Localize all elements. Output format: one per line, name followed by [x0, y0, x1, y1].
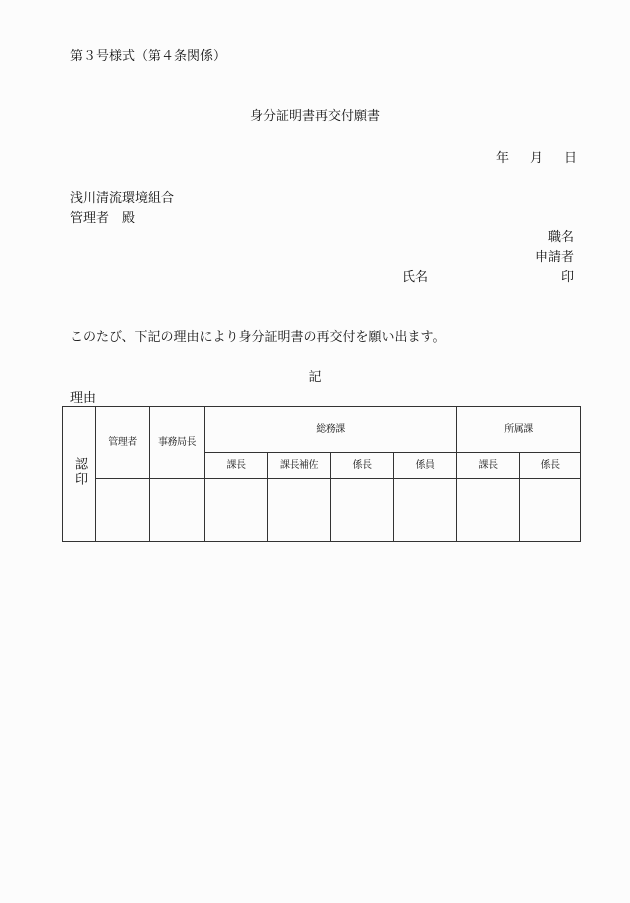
- general-affairs-header-label: 総務課: [316, 423, 345, 435]
- column-header-label: 課長: [478, 459, 498, 471]
- seal-header-label: 認印: [72, 457, 87, 487]
- seal-label: 印: [560, 270, 574, 285]
- column-header-cell: [457, 453, 520, 479]
- manager-header-cell: [96, 407, 150, 479]
- column-header-label: 課長: [226, 459, 246, 471]
- column-header-label: 係長: [352, 459, 372, 471]
- column-header-cell: [520, 453, 581, 479]
- reason-label: 理由: [70, 391, 97, 406]
- facility-header-label: 所属課: [504, 423, 533, 435]
- seal-cell-general-affairs-staff[interactable]: [394, 479, 457, 542]
- column-header-label: 課長補佐: [280, 459, 318, 471]
- applicant-label: 申請者: [534, 250, 574, 265]
- column-header-cell: [394, 453, 457, 479]
- date-month-label: 月: [530, 151, 544, 166]
- seal-cell-secretary-general[interactable]: [150, 479, 205, 542]
- column-header-cell: [268, 453, 331, 479]
- addressee-organization: 浅川清流環境組合: [70, 191, 175, 206]
- column-header-cell: [331, 453, 394, 479]
- column-header-cell: [205, 453, 268, 479]
- manager-header-label: 管理者: [108, 436, 137, 448]
- seal-cell-general-affairs-chief[interactable]: [205, 479, 268, 542]
- page-title: 身分証明書再交付願書: [249, 109, 380, 124]
- seal-cell-facility-chief[interactable]: [457, 479, 520, 542]
- seal-cell-general-affairs-deputy[interactable]: [268, 479, 331, 542]
- date-year-label: 年: [496, 151, 510, 166]
- column-header-label: 係員: [415, 459, 435, 471]
- seal-cell-general-affairs-section-chief[interactable]: [331, 479, 394, 542]
- general-affairs-header-cell: [205, 407, 457, 453]
- seal-header-cell: [63, 407, 96, 542]
- approval-table: [62, 406, 581, 542]
- seal-cell-facility-section-chief[interactable]: [520, 479, 581, 542]
- secretary-general-header-cell: [150, 407, 205, 479]
- secretary-general-header-label: 事務局長: [158, 436, 196, 448]
- facility-header-cell: [457, 407, 581, 453]
- seal-cell-manager[interactable]: [96, 479, 150, 542]
- name-label: 氏名: [402, 270, 429, 285]
- record-heading: 記: [308, 370, 322, 385]
- date-day-label: 日: [564, 151, 578, 166]
- form-number: 第３号様式（第４条関係）: [70, 49, 227, 64]
- statement-text: このたび、下記の理由により身分証明書の再交付を願い出ます。: [70, 330, 446, 345]
- column-header-label: 係長: [540, 459, 560, 471]
- addressee-recipient: 管理者 殿: [70, 211, 136, 226]
- position-label: 職名: [547, 230, 574, 245]
